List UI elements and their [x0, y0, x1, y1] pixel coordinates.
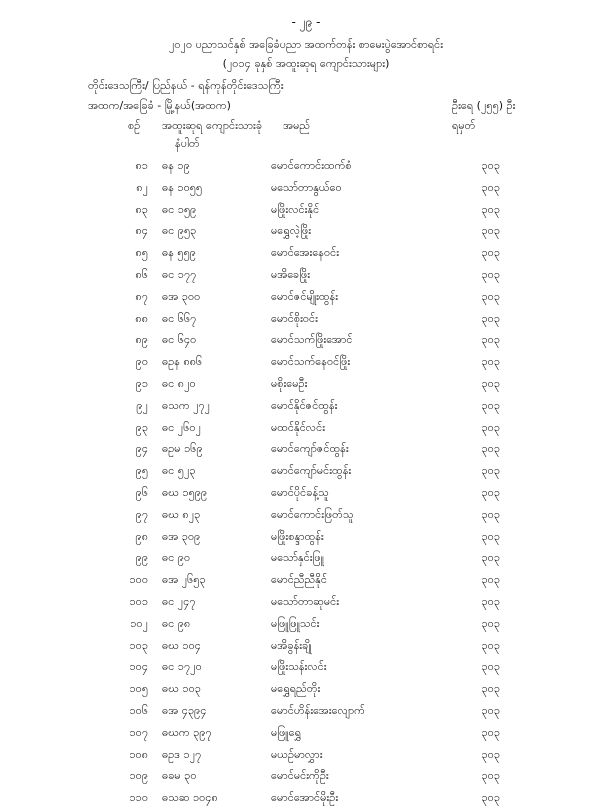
row-score: ၃၀၃ — [481, 769, 500, 783]
row-id: ဓင ၅၂၃ — [162, 464, 196, 478]
table-row — [0, 352, 612, 374]
table-row — [0, 396, 612, 418]
row-id: ဓသက ၂၇၂ — [162, 398, 211, 412]
row-score: ၃၀၃ — [481, 551, 500, 565]
row-number: ၈၃ — [135, 202, 148, 216]
row-name: မောင်ပိုင်ခန့်သူ — [271, 485, 329, 499]
row-score: ၃၀၃ — [481, 573, 500, 587]
row-name: မစိုးမေဦး — [271, 376, 308, 390]
table-row — [0, 657, 612, 679]
column-header-name: အမည် — [283, 119, 311, 132]
column-header-no: စဉ် — [128, 119, 141, 132]
table-row — [0, 614, 612, 636]
table-row — [0, 592, 612, 614]
row-name: မောင်စိုးဝင်း — [271, 311, 318, 325]
row-id: ဓင ၉၅၃ — [162, 224, 197, 238]
row-score: ၃၀၃ — [481, 638, 500, 652]
row-id: ဓင ၉၀ — [162, 551, 191, 565]
row-score: ၃၀၃ — [481, 791, 500, 805]
row-number: ၉၆ — [135, 485, 148, 499]
table-row — [0, 766, 612, 788]
row-id: ဓင ၁၇၇ — [162, 267, 197, 281]
row-score: ၃၀၃ — [481, 180, 500, 194]
row-number: ၉၁ — [135, 376, 148, 390]
table-row — [0, 221, 612, 243]
row-number: ၉၉ — [135, 551, 148, 565]
column-header-score: ရမှတ် — [452, 119, 476, 132]
row-score: ၃၀၃ — [481, 594, 500, 608]
row-number: ၁၁၀ — [129, 791, 148, 805]
row-name: မောင်ညီညီနိုင် — [271, 573, 327, 587]
row-name: မောင်ကောင်းဖြတ်သူ — [271, 507, 354, 521]
row-score: ၃၀၃ — [481, 311, 500, 325]
row-id: ဓအ ၄၃၉၄ — [162, 703, 207, 717]
row-id: ဓင ၁၇၂၀ — [162, 660, 202, 674]
row-number: ၉၄ — [135, 442, 148, 456]
row-id: ဓင ၂၆၀၂ — [162, 420, 201, 434]
row-score: ၃၀၃ — [481, 703, 500, 717]
row-number: ၁၀၆ — [129, 703, 148, 717]
row-number: ၈၅ — [135, 246, 148, 260]
row-name: မအိခွန်းချို — [271, 638, 312, 652]
row-number: ၁၀၈ — [129, 747, 148, 761]
row-name: မဖြိုးစန္ဒာထွန်း — [271, 529, 324, 543]
row-id: ဓန ၁၀၅၅ — [162, 180, 203, 194]
table-row — [0, 330, 612, 352]
row-score: ၃၀၃ — [481, 159, 500, 172]
row-score: ၃၀၃ — [481, 464, 500, 478]
row-number: ၁၀၄ — [129, 660, 148, 674]
page-number: - ၂၉ - — [291, 15, 321, 29]
row-number: ၈၆ — [135, 267, 148, 281]
row-score: ၃၀၃ — [481, 725, 500, 739]
row-score: ၃၀၃ — [481, 289, 500, 303]
row-score: ၃၀၃ — [481, 333, 500, 347]
row-name: မသော်နှင်းဖြူ — [271, 551, 324, 565]
row-score: ၃၀၃ — [481, 616, 500, 630]
row-number: ၈၂ — [136, 180, 148, 194]
row-id: ဓဃ ၁၀၃ — [162, 682, 201, 696]
row-id: ဓင ၆၆၇ — [162, 311, 197, 325]
row-id: ဓန ၅၅၉ — [162, 246, 196, 260]
row-score: ၃၀၃ — [481, 442, 500, 456]
row-name: မောင်ကျော်ဇင်ထွန်း — [271, 442, 349, 456]
row-id: ဓင ၁၅၉ — [162, 202, 197, 216]
table-row — [0, 243, 612, 265]
row-name: မောင်ဟိန်းအေးလျောက် — [271, 703, 365, 717]
results-table — [0, 156, 612, 810]
table-row — [0, 527, 612, 549]
table-row — [0, 723, 612, 745]
row-number: ၁၀၂ — [130, 616, 148, 630]
row-name: မဖြူဖြူသင်း — [271, 616, 320, 630]
row-score: ၃၀၃ — [481, 485, 500, 499]
region-line: တိုင်းဒေသကြီး/ ပြည်နယ် - ရန်ကုန်တိုင်းဒေသကြီး — [88, 79, 284, 92]
row-id: ဓသဆ ၁၀၄၈ — [162, 791, 218, 805]
row-score: ၃၀၃ — [481, 529, 500, 543]
row-number: ၉၃ — [135, 420, 148, 434]
row-score: ၃၀၃ — [481, 267, 500, 281]
row-number: ၈၁ — [135, 159, 148, 172]
row-name: မောင်မင်းကိုဦး — [271, 769, 329, 783]
row-id: ဓဃ ၁၅၉၉ — [162, 485, 208, 499]
document-title: ၂၀၂၀ ပညာသင်နှစ် အခြေခံပညာ အထက်တန်း စာမေးပွဲအောင်စာရင်း — [168, 38, 444, 51]
row-name: မရွှေလဲ့ဖြိုး — [271, 224, 312, 238]
row-id: ဓဥမ ၁၆၉ — [162, 442, 203, 456]
table-row — [0, 200, 612, 222]
table-row — [0, 439, 612, 461]
table-row — [0, 679, 612, 701]
row-number: ၉၀ — [135, 355, 148, 369]
row-number: ၉၈ — [135, 529, 148, 543]
table-row — [0, 548, 612, 570]
row-score: ၃၀၃ — [481, 224, 500, 238]
row-name: မောင်အေးနေဝင်း — [271, 246, 340, 260]
row-id: ဓန ၁၉ — [162, 159, 190, 172]
row-id: ဓဃ ၈၂၃ — [162, 507, 201, 521]
row-number: ၉၂ — [136, 398, 148, 412]
row-number: ၈၇ — [135, 289, 148, 303]
row-name: မောင်ကျော်မင်းထွန်း — [271, 464, 352, 478]
table-row — [0, 570, 612, 592]
table-row — [0, 309, 612, 331]
row-score: ၃၀၃ — [481, 246, 500, 260]
row-id: ဓဃက ၃၉၇ — [162, 725, 212, 739]
row-score: ၃၀၃ — [481, 376, 500, 390]
column-header-id: အထူးဆုရ ကျောင်းသားခုံ — [162, 119, 263, 132]
row-name: မောင်အောင်မိုးဦး — [271, 791, 339, 805]
row-score: ၃၀၃ — [481, 747, 500, 761]
row-name: မောင်သက်နေဝင်ဖြိုး — [271, 355, 351, 369]
row-id: ဓဥဒ ၁၂၇ — [162, 747, 202, 761]
row-number: ၁၀၅ — [129, 682, 148, 696]
table-row — [0, 265, 612, 287]
row-id: ဓအ ၃၀၉ — [162, 529, 201, 543]
row-name: မောင်နိုင်ဇင်ထွန်း — [271, 398, 338, 412]
row-id: ဓအ ၃၀၀ — [162, 289, 201, 303]
row-number: ၁၀၃ — [129, 638, 148, 652]
table-row — [0, 418, 612, 440]
row-score: ၃၀၃ — [481, 398, 500, 412]
table-row — [0, 701, 612, 723]
table-row — [0, 178, 612, 200]
row-number: ၉၅ — [135, 464, 148, 478]
row-score: ၃၀၃ — [481, 202, 500, 216]
row-name: မဖြိုးသန်းလင်း — [271, 660, 327, 674]
row-name: မရွှေရည်တိုး — [271, 682, 321, 696]
row-name: မအိခေဖြိုး — [271, 267, 311, 281]
row-id: ဓအ ၂၆၅၃ — [162, 573, 206, 587]
row-number: ၉၇ — [135, 507, 148, 521]
row-id: ဓဥန ၈၈၆ — [162, 355, 203, 369]
table-row — [0, 745, 612, 767]
row-name: မယဉ်မာလွှား — [271, 747, 323, 761]
row-number: ၈၉ — [135, 333, 148, 347]
row-id: ဓဃ ၁၀၄ — [162, 638, 201, 652]
row-score: ၃၀၃ — [481, 355, 500, 369]
table-row — [0, 374, 612, 396]
row-id: ဓင ၂၄၇ — [162, 594, 196, 608]
row-id: ဓင ၆၄၀ — [162, 333, 197, 347]
row-name: မဖြူရွှေ — [271, 725, 302, 739]
table-row — [0, 505, 612, 527]
table-row — [0, 156, 612, 178]
row-name: မောင်သက်ဖြိုးအောင် — [271, 333, 353, 347]
row-name: မောင်ကောင်းထက်စံ — [271, 159, 352, 172]
row-name: မထင်နိုင်လင်း — [271, 420, 326, 434]
row-number: ၈၈ — [135, 311, 148, 325]
row-id: ဓင ၉၈ — [162, 616, 191, 630]
row-name: မောင်ဇင်မျိုးထွန်း — [271, 289, 339, 303]
row-score: ၃၀၃ — [481, 420, 500, 434]
table-row — [0, 287, 612, 309]
row-number: ၁၀၇ — [129, 725, 148, 739]
row-score: ၃၀၃ — [481, 682, 500, 696]
table-row — [0, 461, 612, 483]
row-name: မသော်တာနွယ်ဝေ — [271, 180, 342, 194]
table-row — [0, 788, 612, 810]
table-row — [0, 636, 612, 658]
row-number: ၁၀၉ — [129, 769, 148, 783]
row-number: ၁၀၁ — [129, 594, 148, 608]
row-number: ၈၄ — [135, 224, 148, 238]
row-number: ၁၀၀ — [129, 573, 148, 587]
row-name: မသော်တာဆုမင်း — [271, 594, 340, 608]
row-score: ၃၀၃ — [481, 507, 500, 521]
document-subtitle: (၂၀၁၄ ခုနှစ် အထူးဆုရ ကျောင်းသားများ) — [222, 57, 390, 70]
table-row — [0, 483, 612, 505]
total-count: ဦးရေ (၂၅၅) ဦး — [452, 99, 516, 112]
column-header-id-line2: နံပါတ် — [175, 137, 200, 150]
row-id: ဓင ၈၂၀ — [162, 376, 196, 390]
row-id: ဓခမ ၃၀ — [162, 769, 197, 783]
row-score: ၃၀၃ — [481, 660, 500, 674]
school-line: အထက/အခြေခံ - မြို့နယ်(အထက) — [88, 99, 231, 112]
row-name: မဖြိုးလင်းနိုင် — [271, 202, 320, 216]
